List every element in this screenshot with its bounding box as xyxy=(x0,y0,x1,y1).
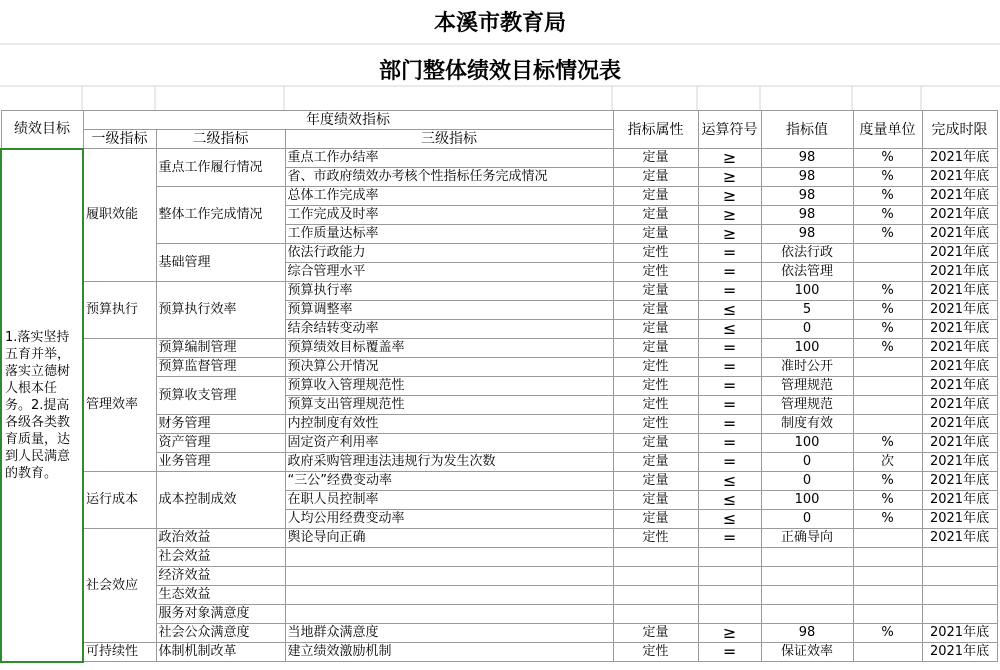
unit-cell: % xyxy=(853,434,922,453)
header-annual: 年度绩效指标 xyxy=(83,111,613,130)
value-cell: 管理规范 xyxy=(761,377,853,396)
op-cell: = xyxy=(698,415,761,434)
time-cell: 2021年底 xyxy=(922,320,997,339)
level2-cell: 财务管理 xyxy=(156,415,285,434)
unit-cell: 次 xyxy=(853,453,922,472)
time-cell: 2021年底 xyxy=(922,263,997,282)
level2-cell: 预算执行效率 xyxy=(156,282,285,339)
goal-text: 1.落实坚持五育并举，落实立德树人根本任务。2.提高各级各类教育质量，达到人民满意的教育。 xyxy=(1,149,83,662)
time-cell: 2021年底 xyxy=(922,225,997,244)
level3-cell: 预算收入管理规范性 xyxy=(285,377,613,396)
unit-cell xyxy=(853,548,922,567)
op-cell: ≥ xyxy=(698,206,761,225)
attr-cell: 定量 xyxy=(613,206,698,225)
attr-cell: 定性 xyxy=(613,358,698,377)
level3-cell xyxy=(285,548,613,567)
level2-cell: 资产管理 xyxy=(156,434,285,453)
value-cell: 100 xyxy=(761,282,853,301)
level2-cell: 预算收支管理 xyxy=(156,377,285,415)
time-cell: 2021年底 xyxy=(922,434,997,453)
op-cell: = xyxy=(698,339,761,358)
table-body xyxy=(1,149,997,662)
value-cell: 98 xyxy=(761,149,853,168)
header-goal: 绩效目标 xyxy=(1,111,83,149)
time-cell xyxy=(922,548,997,567)
header-level3: 三级指标 xyxy=(285,130,613,149)
table-row xyxy=(1,643,997,662)
level3-cell: 建立绩效激励机制 xyxy=(285,643,613,662)
op-cell: ≥ xyxy=(698,225,761,244)
time-cell: 2021年底 xyxy=(922,206,997,225)
level2-cell: 服务对象满意度 xyxy=(156,605,285,624)
time-cell: 2021年底 xyxy=(922,168,997,187)
value-cell: 0 xyxy=(761,320,853,339)
unit-cell xyxy=(853,263,922,282)
value-cell: 制度有效 xyxy=(761,415,853,434)
time-cell: 2021年底 xyxy=(922,187,997,206)
value-cell: 98 xyxy=(761,168,853,187)
op-cell: ≤ xyxy=(698,510,761,529)
unit-cell: % xyxy=(853,491,922,510)
header-attr: 指标属性 xyxy=(613,111,698,149)
level2-cell: 业务管理 xyxy=(156,453,285,472)
attr-cell: 定量 xyxy=(613,434,698,453)
level3-cell: 预算调整率 xyxy=(285,301,613,320)
attr-cell: 定性 xyxy=(613,415,698,434)
level3-cell: 内控制度有效性 xyxy=(285,415,613,434)
op-cell xyxy=(698,605,761,624)
op-cell: = xyxy=(698,396,761,415)
unit-cell: % xyxy=(853,187,922,206)
attr-cell xyxy=(613,605,698,624)
level3-cell: 省、市政府绩效办考核个性指标任务完成情况 xyxy=(285,168,613,187)
op-cell: = xyxy=(698,377,761,396)
header-level2: 二级指标 xyxy=(156,130,285,149)
attr-cell: 定量 xyxy=(613,225,698,244)
page-title: 本溪市教育局 xyxy=(433,10,566,36)
unit-cell: % xyxy=(853,225,922,244)
level2-cell: 体制机制改革 xyxy=(156,643,285,662)
unit-cell xyxy=(853,244,922,263)
value-cell: 0 xyxy=(761,510,853,529)
level1-cell: 预算执行 xyxy=(83,282,156,339)
level3-cell: 政府采购管理违法违规行为发生次数 xyxy=(285,453,613,472)
level3-cell: 重点工作办结率 xyxy=(285,149,613,168)
value-cell: 依法管理 xyxy=(761,263,853,282)
value-cell: 准时公开 xyxy=(761,358,853,377)
op-cell: = xyxy=(698,358,761,377)
op-cell xyxy=(698,567,761,586)
level1-cell: 履职效能 xyxy=(83,149,156,282)
header-time: 完成时限 xyxy=(922,111,997,149)
value-cell: 100 xyxy=(761,491,853,510)
level3-cell: 人均公用经费变动率 xyxy=(285,510,613,529)
level3-cell: 在职人员控制率 xyxy=(285,491,613,510)
time-cell: 2021年底 xyxy=(922,643,997,662)
unit-cell xyxy=(853,586,922,605)
attr-cell: 定量 xyxy=(613,339,698,358)
attr-cell: 定性 xyxy=(613,396,698,415)
value-cell: 正确导向 xyxy=(761,529,853,548)
unit-cell: % xyxy=(853,206,922,225)
level2-cell: 预算监督管理 xyxy=(156,358,285,377)
time-cell xyxy=(922,605,997,624)
level2-cell: 生态效益 xyxy=(156,586,285,605)
unit-cell xyxy=(853,605,922,624)
page-subtitle: 部门整体绩效目标情况表 xyxy=(378,58,621,84)
level3-cell: 固定资产利用率 xyxy=(285,434,613,453)
time-cell: 2021年底 xyxy=(922,396,997,415)
level2-cell: 社会公众满意度 xyxy=(156,624,285,643)
unit-cell: % xyxy=(853,624,922,643)
op-cell: = xyxy=(698,453,761,472)
attr-cell: 定量 xyxy=(613,301,698,320)
op-cell: ≥ xyxy=(698,187,761,206)
unit-cell xyxy=(853,415,922,434)
level3-cell: 预算绩效目标覆盖率 xyxy=(285,339,613,358)
attr-cell: 定量 xyxy=(613,282,698,301)
attr-cell: 定性 xyxy=(613,643,698,662)
level3-cell: 工作质量达标率 xyxy=(285,225,613,244)
time-cell xyxy=(922,586,997,605)
level2-cell: 重点工作履行情况 xyxy=(156,149,285,187)
unit-cell xyxy=(853,643,922,662)
value-cell: 100 xyxy=(761,434,853,453)
attr-cell: 定量 xyxy=(613,472,698,491)
level2-cell: 基础管理 xyxy=(156,244,285,282)
header-op: 运算符号 xyxy=(698,111,761,149)
time-cell: 2021年底 xyxy=(922,453,997,472)
value-cell xyxy=(761,586,853,605)
level3-cell: 预算支出管理规范性 xyxy=(285,396,613,415)
op-cell: ≤ xyxy=(698,472,761,491)
op-cell: ≥ xyxy=(698,168,761,187)
unit-cell: % xyxy=(853,320,922,339)
time-cell: 2021年底 xyxy=(922,491,997,510)
level1-cell: 管理效率 xyxy=(83,339,156,472)
op-cell xyxy=(698,548,761,567)
time-cell: 2021年底 xyxy=(922,377,997,396)
time-cell xyxy=(922,567,997,586)
level3-cell: 总体工作完成率 xyxy=(285,187,613,206)
op-cell xyxy=(698,586,761,605)
time-cell: 2021年底 xyxy=(922,282,997,301)
level3-cell: 当地群众满意度 xyxy=(285,624,613,643)
attr-cell: 定量 xyxy=(613,624,698,643)
op-cell: = xyxy=(698,263,761,282)
attr-cell: 定量 xyxy=(613,491,698,510)
level2-cell: 成本控制成效 xyxy=(156,472,285,529)
header-unit: 度量单位 xyxy=(853,111,922,149)
attr-cell: 定量 xyxy=(613,453,698,472)
time-cell: 2021年底 xyxy=(922,339,997,358)
level2-cell: 社会效益 xyxy=(156,548,285,567)
level3-cell xyxy=(285,567,613,586)
attr-cell: 定量 xyxy=(613,187,698,206)
level1-cell: 可持续性 xyxy=(83,643,156,662)
value-cell: 0 xyxy=(761,472,853,491)
level3-cell xyxy=(285,605,613,624)
attr-cell: 定量 xyxy=(613,320,698,339)
unit-cell xyxy=(853,377,922,396)
value-cell xyxy=(761,605,853,624)
time-cell: 2021年底 xyxy=(922,149,997,168)
unit-cell: % xyxy=(853,339,922,358)
attr-cell: 定性 xyxy=(613,377,698,396)
unit-cell: % xyxy=(853,168,922,187)
unit-cell: % xyxy=(853,301,922,320)
attr-cell: 定性 xyxy=(613,529,698,548)
level2-cell: 政治效益 xyxy=(156,529,285,548)
op-cell: ≥ xyxy=(698,149,761,168)
level3-cell: 舆论导向正确 xyxy=(285,529,613,548)
unit-cell xyxy=(853,396,922,415)
performance-table xyxy=(0,110,998,663)
level3-cell: 工作完成及时率 xyxy=(285,206,613,225)
value-cell: 98 xyxy=(761,225,853,244)
op-cell: = xyxy=(698,434,761,453)
attr-cell xyxy=(613,548,698,567)
attr-cell: 定性 xyxy=(613,263,698,282)
level2-cell: 经济效益 xyxy=(156,567,285,586)
attr-cell xyxy=(613,586,698,605)
table-row xyxy=(1,529,997,548)
header-value: 指标值 xyxy=(761,111,853,149)
unit-cell: % xyxy=(853,472,922,491)
value-cell: 依法行政 xyxy=(761,244,853,263)
op-cell: = xyxy=(698,529,761,548)
time-cell: 2021年底 xyxy=(922,472,997,491)
value-cell xyxy=(761,567,853,586)
time-cell: 2021年底 xyxy=(922,244,997,263)
time-cell: 2021年底 xyxy=(922,301,997,320)
table-row xyxy=(1,339,997,358)
value-cell: 5 xyxy=(761,301,853,320)
op-cell: = xyxy=(698,643,761,662)
level2-cell: 整体工作完成情况 xyxy=(156,187,285,244)
op-cell: ≤ xyxy=(698,320,761,339)
op-cell: ≥ xyxy=(698,624,761,643)
value-cell: 98 xyxy=(761,624,853,643)
level1-cell: 运行成本 xyxy=(83,472,156,529)
table-row xyxy=(1,149,997,168)
unit-cell: % xyxy=(853,510,922,529)
time-cell: 2021年底 xyxy=(922,529,997,548)
level3-cell xyxy=(285,586,613,605)
attr-cell: 定量 xyxy=(613,510,698,529)
level3-cell: 预决算公开情况 xyxy=(285,358,613,377)
value-cell: 98 xyxy=(761,206,853,225)
table-row xyxy=(1,472,997,491)
level3-cell: 结余结转变动率 xyxy=(285,320,613,339)
level2-cell: 预算编制管理 xyxy=(156,339,285,358)
table-row xyxy=(1,282,997,301)
op-cell: ≤ xyxy=(698,301,761,320)
level3-cell: “三公”经费变动率 xyxy=(285,472,613,491)
attr-cell xyxy=(613,567,698,586)
unit-cell: % xyxy=(853,282,922,301)
time-cell: 2021年底 xyxy=(922,624,997,643)
value-cell: 100 xyxy=(761,339,853,358)
unit-cell: % xyxy=(853,149,922,168)
value-cell: 98 xyxy=(761,187,853,206)
op-cell: = xyxy=(698,244,761,263)
level3-cell: 综合管理水平 xyxy=(285,263,613,282)
attr-cell: 定量 xyxy=(613,168,698,187)
op-cell: ≤ xyxy=(698,491,761,510)
time-cell: 2021年底 xyxy=(922,358,997,377)
value-cell: 保证效率 xyxy=(761,643,853,662)
time-cell: 2021年底 xyxy=(922,415,997,434)
attr-cell: 定量 xyxy=(613,149,698,168)
value-cell xyxy=(761,548,853,567)
level3-cell: 依法行政能力 xyxy=(285,244,613,263)
header-level1: 一级指标 xyxy=(83,130,156,149)
value-cell: 管理规范 xyxy=(761,396,853,415)
level3-cell: 预算执行率 xyxy=(285,282,613,301)
attr-cell: 定性 xyxy=(613,244,698,263)
level1-cell: 社会效应 xyxy=(83,529,156,643)
time-cell: 2021年底 xyxy=(922,510,997,529)
unit-cell xyxy=(853,529,922,548)
value-cell: 0 xyxy=(761,453,853,472)
unit-cell xyxy=(853,358,922,377)
op-cell: = xyxy=(698,282,761,301)
unit-cell xyxy=(853,567,922,586)
